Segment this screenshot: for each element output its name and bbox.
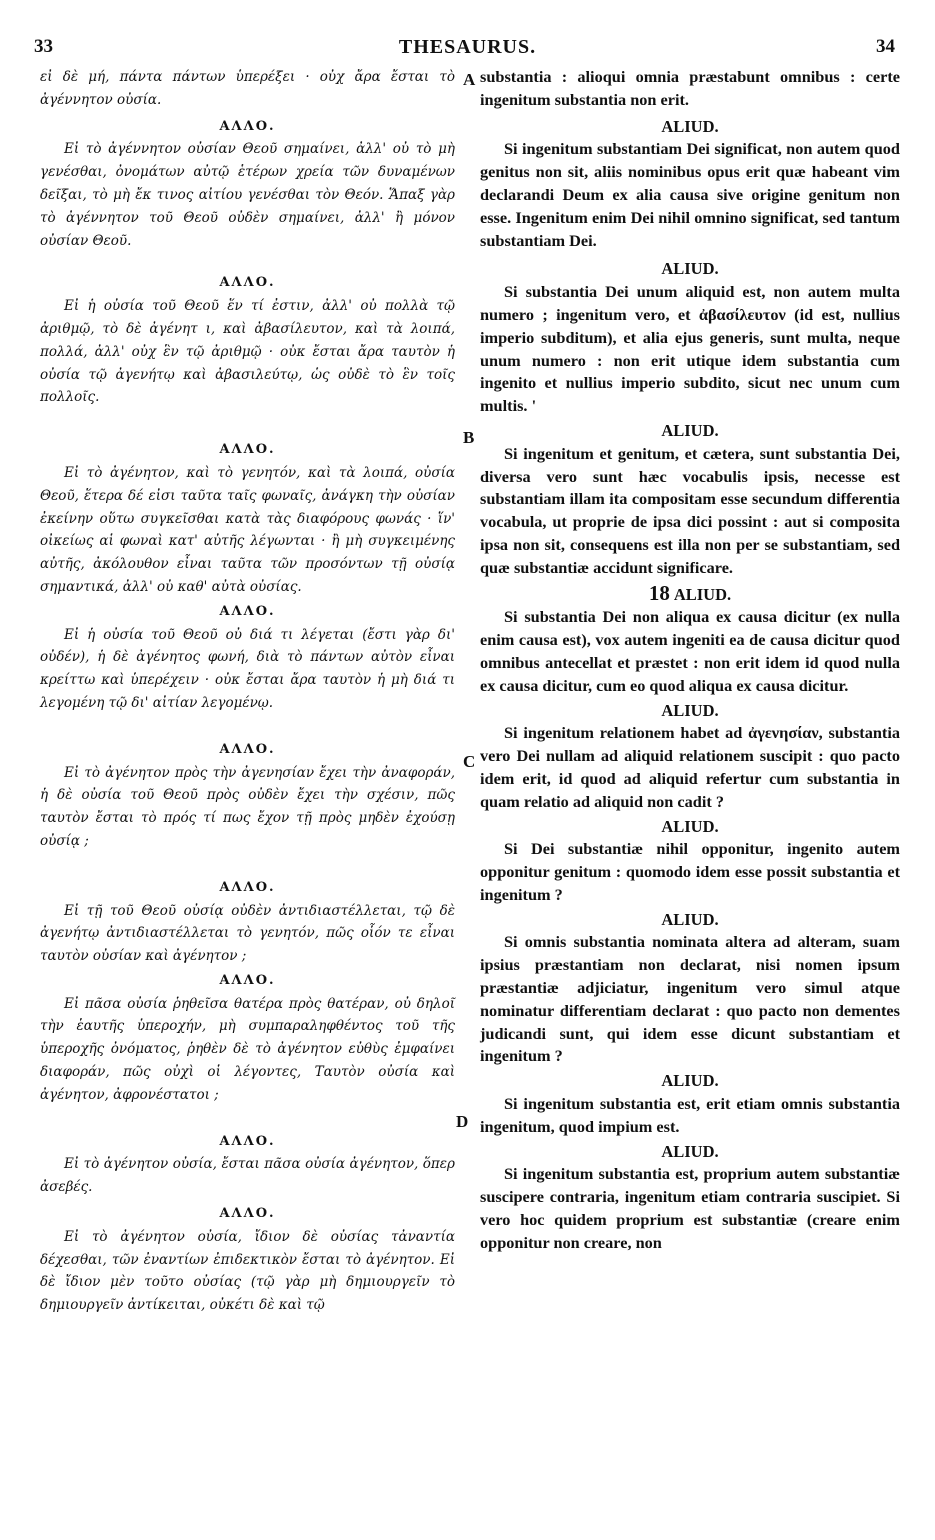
latin-block — [480, 420, 900, 580]
greek-heading: ΑΛΛΟ. — [219, 118, 276, 134]
latin-heading: ALIUD. — [661, 816, 719, 836]
greek-paragraph: Εἰ τὸ ἀγέννητον οὐσίαν Θεοῦ σημαίνει, ἀλλ' οὐ τὸ μὴ γενέσθαι, ὀνομάτων αὐτῷ ἑτέρων χρεία τῶν δυναμένων δεῖξαι, τὸ μὴ ἔκ τινος αἰτίου γενέσθαι τὸν Θεόν. Ἅπαξ γὰρ τὸ ἀγέννητον τοῦ Θεοῦ οὐδὲν σημαίνει, ἀλλ' ἢ μόνον οὐσίαν Θεοῦ. — [40, 141, 455, 249]
greek-block — [40, 877, 455, 968]
latin-heading: ALIUD. — [661, 116, 719, 136]
latin-column — [480, 66, 900, 1255]
running-title: THESAURUS. — [398, 36, 537, 58]
greek-paragraph: εἰ δὲ μή, πάντα πάντων ὑπερέξει · οὐχ ἄρα ἔσται τὸ ἀγέννητον οὐσία. — [40, 69, 455, 108]
greek-heading: ΑΛΛΟ. — [219, 275, 276, 291]
greek-block — [40, 66, 455, 112]
greek-block — [40, 1203, 455, 1317]
latin-heading: ALIUD. — [661, 1071, 719, 1091]
greek-paragraph: Εἰ τῇ τοῦ Θεοῦ οὐσίᾳ οὐδὲν ἀντιδιαστέλλεται, τῷ δὲ ἀγενήτῳ ἀντιδιαστέλλεται τὸ γενητόν, πῶς οἷόν τε εἶναι ταυτὸν οὐσίαν καὶ ἀγένητον ; — [40, 902, 455, 965]
margin-letter-b: B — [463, 428, 475, 447]
latin-block — [480, 816, 900, 907]
greek-paragraph: Εἰ ἡ οὐσία τοῦ Θεοῦ ἕν τί ἐστιν, ἀλλ' οὐ πολλὰ τῷ ἀριθμῷ, τὸ δὲ ἀγένητ ι, καὶ ἀβασίλευτον, καὶ τὰ λοιπά, πολλά, ἀλλ' οὐχ ἓν τῷ ἀριθμῷ · οὐκ ἔσται ἄρα ταυτὸν ἡ οὐσία τῷ ἀγενήτῳ καὶ ἀβασιλεύτῳ, ὡς οὐδὲ τὸ ἓν τοῖς πολλοῖς. — [40, 298, 455, 406]
latin-block — [480, 258, 900, 418]
latin-block — [480, 1141, 900, 1255]
latin-block — [480, 66, 900, 112]
greek-heading: ΑΛΛΟ. — [219, 442, 276, 458]
page-header — [0, 0, 935, 56]
latin-paragraph: Si ingenitum et genitum, et cætera, sunt substantia Dei, diversa vero sunt hæc vocabulis ipsis, necesse est substantiam illam ita compositam esse secundum differentia vocabula, ut proprie de ipsa dici possint : aut si composita ipsa non sit, consequens est illa non per se substantiam, sed quæ substantiæ accidunt significare. — [480, 443, 900, 577]
greek-block — [40, 439, 455, 599]
greek-paragraph: Εἰ πᾶσα οὐσία ῥηθεῖσα θατέρα πρὸς θατέραν, οὐ δηλοῖ τὴν ἑαυτῆς ὑπεροχήν, μὴ συμπαραληφθέντος τοῦ τῆς ὑπεροχῆς ὀνόματος, ῥηθὲν δὲ τὸ ἀγένητον εὐθὺς ἐμφαίνει διαφοράν, πῶς οὐχὶ οἱ λέγοντες, Ταυτὸν οὐσία καὶ ἀγένητον, ἀφρονέστατοι ; — [40, 995, 455, 1103]
latin-paragraph: Si ingenitum relationem habet ad ἀγενησίαν, substantia vero Dei nullam ad aliquid relationem suscipit : quo pacto idem erit, id quod ad aliquid refertur cum substantia in quam relatio ad aliquid non cadit ? — [480, 723, 900, 811]
greek-paragraph: Εἰ τὸ ἀγένητον πρὸς τὴν ἀγενησίαν ἔχει τὴν ἀναφοράν, ἡ δὲ οὐσία τοῦ Θεοῦ πρὸς οὐδὲν ἔχει τὴν σχέσιν, πῶς ταυτὸν ἔσται τὸ πρός τί πως ἔχον τῇ πρὸς μηδὲν ἐχούσῃ οὐσίᾳ ; — [40, 764, 455, 849]
latin-paragraph: Si Dei substantiæ nihil opponitur, ingenito autem opponitur genitum : quomodo idem esse possit substantia et ingenitum ? — [480, 839, 900, 904]
latin-block — [480, 116, 900, 253]
greek-paragraph: Εἰ τὸ ἀγένητον οὐσία, ἔσται πᾶσα οὐσία ἀγένητον, ὅπερ ἀσεβές. — [40, 1156, 455, 1196]
latin-paragraph: substantia : alioqui omnia præstabunt omnibus : certe ingenitum substantia non erit. — [480, 67, 900, 109]
greek-heading: ΑΛΛΟ. — [219, 972, 276, 988]
greek-block — [40, 739, 455, 853]
latin-paragraph: Si omnis substantia nominata altera ad alteram, suam ipsius præstantiam non declarat, nisi nomen ipsum præstantiæ adjiciatur, ingenitum vero simul atque nominatur differentiam declarat : quo pacto non dementes judicandi sunt, qui idem esse dicunt substantiam et ingenitum ? — [480, 932, 900, 1066]
greek-paragraph: Εἰ τὸ ἀγένητον οὐσία, ἴδιον δὲ οὐσίας τἀναντία δέχεσθαι, τῶν ἐναντίων ἐπιδεκτικὸν ἔσται τὸ ἀγένητον. Εἰ δὲ ἴδιον μὲν τοῦτο οὐσίας (τῷ γὰρ μὴ δημιουργεῖν τὸ δημιουργεῖν ἀντίκειται, οὐκέτι δὲ καὶ τῷ — [40, 1228, 455, 1314]
latin-paragraph: Si substantia Dei non aliqua ex causa dicitur (ex nulla enim causa est), vox autem ingeniti ea de causa dicitur quod omnibus antecellat et præstet : non erit idem id quod nulla ex causa dicitur, cum eo quod aliqua ex causa dicitur. — [480, 607, 900, 695]
latin-paragraph: Si ingenitum substantia est, proprium autem substantiæ suscipere contraria, ingenitum etiam contraria suscipiet. Si vero hoc quidem proprium est substantiæ (creare enim opponitur non creare, non — [480, 1164, 900, 1252]
latin-heading: ALIUD. — [661, 1141, 719, 1161]
greek-heading: ΑΛΛΟ. — [219, 741, 276, 757]
latin-heading: ALIUD. — [661, 420, 719, 440]
greek-block — [40, 272, 455, 409]
latin-block — [480, 1070, 900, 1138]
margin-letter-c: C — [463, 752, 476, 771]
greek-block — [40, 601, 455, 715]
greek-block — [40, 970, 455, 1107]
greek-paragraph: Εἰ ἡ οὐσία τοῦ Θεοῦ οὐ διά τι λέγεται (ἔστι γὰρ δι' οὐδέν), ἡ δὲ ἀγένητος φωνή, διὰ τὸ πάντων αὐτὸν εἶναι κρείττω καὶ ὑπερέχειν · οὐκ ἔσται ἄρα ταυτὸν ἡ μὴ διά τι λεγομένη τῷ δι' αἰτίαν λεγομένῳ. — [40, 626, 455, 711]
left-page-number: 33 — [34, 36, 53, 57]
latin-paragraph: Si substantia Dei unum aliquid est, non autem multa numero ; ingenitum vero, et ἀβασίλευτον (id est, nullius imperio subditum), et alia ejus generis, sunt multa, neque unum numero : non erit utique idem substantia cum ingenito et nullius imperio subdito, sicut nec unum cum multis. ' — [480, 282, 900, 416]
greek-heading: ΑΛΛΟ. — [219, 1133, 276, 1149]
margin-letter-a: A — [463, 70, 476, 89]
right-page-number: 34 — [876, 36, 895, 57]
latin-heading: ALIUD. — [661, 909, 719, 929]
latin-block — [480, 700, 900, 814]
latin-block — [480, 582, 900, 698]
greek-block — [40, 116, 455, 253]
latin-paragraph: Si ingenitum substantiam Dei significat, non autem quod genitus non sit, aliis nominibus opus erit quæ habeant vim declarandi Deum ex alia causa sive origine genitum non esse. Ingenitum enim Dei nihil omnino significat, sed tantum substantiam Dei. — [480, 139, 900, 250]
greek-heading: ΑΛΛΟ. — [219, 603, 276, 619]
section-number: 18 — [648, 580, 670, 605]
latin-heading: ALIUD. — [661, 700, 719, 720]
greek-heading: ΑΛΛΟ. — [219, 879, 276, 895]
greek-block — [40, 1131, 455, 1199]
greek-column — [40, 66, 455, 1317]
greek-paragraph: Εἰ τὸ ἀγένητον, καὶ τὸ γενητόν, καὶ τὰ λοιπά, οὐσία Θεοῦ, ἕτερα δέ εἰσι ταῦτα ταῖς φωναῖς, ἀνάγκη τὴν οὐσίαν ἐκείνην οὕτω συγκεῖσθαι κατὰ τὰς διαφόρους φωνάς · ἵν' οἰκείως αἱ φωναὶ κατ' αὐτῆς λέγωνται · ἢ μὴ συγκειμένης αὐτῆς, ἀκόλουθον εἶναι ταῦτα τῶν προσόντων τῇ οὐσίᾳ σημαντικά, ἀλλ' οὐ καθ' αὐτὰ οὐσίας. — [40, 464, 455, 595]
latin-block — [480, 909, 900, 1069]
greek-heading: ΑΛΛΟ. — [219, 1206, 276, 1222]
latin-heading — [480, 582, 900, 607]
latin-paragraph: Si ingenitum substantia est, erit etiam omnis substantia ingenitum, quod impium est. — [480, 1094, 900, 1136]
latin-heading-text: ALIUD. — [673, 584, 732, 604]
margin-letter-d: D — [456, 1112, 469, 1131]
latin-heading: ALIUD. — [661, 259, 719, 279]
